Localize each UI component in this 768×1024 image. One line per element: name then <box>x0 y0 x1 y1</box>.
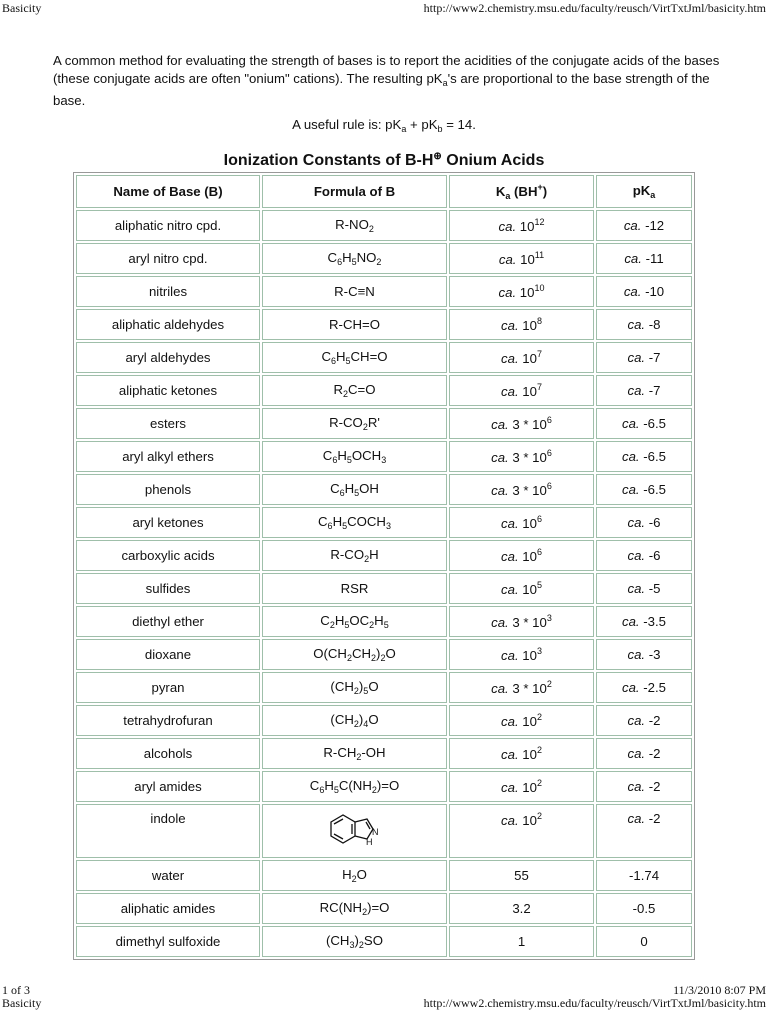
cell-base-name: aliphatic ketones <box>76 375 260 406</box>
col-header-formula: Formula of B <box>262 175 447 208</box>
cell-base-name: aryl ketones <box>76 507 260 538</box>
cell-base-name: aryl amides <box>76 771 260 802</box>
cell-ka: ca. $3 * 10^2$ <box>449 672 594 703</box>
table-row <box>76 860 692 891</box>
table-row <box>76 243 692 274</box>
cell-formula: $R_2C=O$ <box>262 375 447 406</box>
cell-formula: R-C≡N <box>262 276 447 307</box>
cell-formula: $R-CO_2H$ <box>262 540 447 571</box>
cell-ka: 3.2 <box>449 893 594 924</box>
rule-sub-b: b <box>437 124 443 134</box>
cell-pka: -0.5 <box>596 893 692 924</box>
cell-formula: $C_6H_5OH$ <box>262 474 447 505</box>
cell-formula: $(CH_2)_4O$ <box>262 705 447 736</box>
cell-formula: $C_6H_5C(NH_2)=O$ <box>262 771 447 802</box>
rule-text-2: + pK <box>406 117 438 132</box>
ka-k: K <box>495 184 506 199</box>
cell-base-name: aliphatic aldehydes <box>76 309 260 340</box>
ka-bh: (BH <box>510 184 538 199</box>
table-row <box>76 540 692 571</box>
col-header-name: Name of Base (B) <box>76 175 260 208</box>
col-header-pka <box>596 175 692 208</box>
rule-sub-a: a <box>401 124 407 134</box>
footer-page: 1 of 3 <box>2 983 30 997</box>
table-row <box>76 738 692 769</box>
table-row <box>76 672 692 703</box>
cell-ka: ca. $10^{12}$ <box>449 210 594 241</box>
cell-base-name: sulfides <box>76 573 260 604</box>
cell-ka: ca. $10^7$ <box>449 342 594 373</box>
svg-text:N: N <box>371 826 378 837</box>
cell-formula: $R-CH_2-OH$ <box>262 738 447 769</box>
cell-base-name: aryl nitro cpd. <box>76 243 260 274</box>
table-row <box>76 408 692 439</box>
intro-text-1: A common method for evaluating the strength of bases is to report the acidities of the conjugate acids of the bases (these conjugate acids are often "onium" cations). The resulting pK <box>53 53 720 86</box>
cell-ka: ca. $3 * 10^6$ <box>449 474 594 505</box>
table-title-text: Ionization Constants of B-H <box>223 152 434 169</box>
table-row <box>76 893 692 924</box>
cell-ka: ca. $3 * 10^3$ <box>449 606 594 637</box>
cell-ka: ca. $10^6$ <box>449 540 594 571</box>
intro-sub: a <box>442 78 448 88</box>
cell-formula: $C_6H_5CH=O$ <box>262 342 447 373</box>
table-row <box>76 606 692 637</box>
cell-base-name: aliphatic nitro cpd. <box>76 210 260 241</box>
cell-pka: 0 <box>596 926 692 957</box>
cell-base-name: dimethyl sulfoxide <box>76 926 260 957</box>
cell-ka: ca. $10^8$ <box>449 309 594 340</box>
cell-ka: ca. $10^2$ <box>449 804 594 858</box>
cell-base-name: dioxane <box>76 639 260 670</box>
cell-formula: $(CH_2)_5O$ <box>262 672 447 703</box>
cell-pka: ca. -6.5 <box>596 441 692 472</box>
cell-base-name: tetrahydrofuran <box>76 705 260 736</box>
cell-pka: ca. -12 <box>596 210 692 241</box>
cell-base-name: alcohols <box>76 738 260 769</box>
cell-base-name: phenols <box>76 474 260 505</box>
cell-pka: ca. -2 <box>596 804 692 858</box>
cell-pka: ca. -3 <box>596 639 692 670</box>
cell-ka: ca. $3 * 10^6$ <box>449 441 594 472</box>
cell-pka: ca. -5 <box>596 573 692 604</box>
cell-pka: -1.74 <box>596 860 692 891</box>
cell-ka: ca. $10^2$ <box>449 705 594 736</box>
cell-pka: ca. -6.5 <box>596 474 692 505</box>
table-row <box>76 639 692 670</box>
cell-ka: ca. $10^2$ <box>449 738 594 769</box>
cell-formula <box>262 804 447 858</box>
ka-close: ) <box>542 184 548 199</box>
cell-base-name: aryl aldehydes <box>76 342 260 373</box>
cell-pka: ca. -6.5 <box>596 408 692 439</box>
pka-pk: pK <box>632 183 651 198</box>
footer-title: Basicity <box>2 996 42 1010</box>
cell-ka: ca. $10^2$ <box>449 771 594 802</box>
footer-timestamp: 11/3/2010 8:07 PM <box>673 983 766 997</box>
table-row <box>76 573 692 604</box>
cell-pka: ca. -2 <box>596 771 692 802</box>
table-row <box>76 926 692 957</box>
cell-formula: $RC(NH_2)=O$ <box>262 893 447 924</box>
cell-formula: $H_2O$ <box>262 860 447 891</box>
cell-formula: R-CH=O <box>262 309 447 340</box>
cell-base-name: diethyl ether <box>76 606 260 637</box>
cell-pka: ca. -2 <box>596 738 692 769</box>
table-row <box>76 474 692 505</box>
cell-ka: 55 <box>449 860 594 891</box>
cell-formula: RSR <box>262 573 447 604</box>
table-row <box>76 705 692 736</box>
ka-sup: + <box>537 182 543 192</box>
table-body <box>76 210 692 957</box>
cell-pka: ca. -6 <box>596 540 692 571</box>
table-row <box>76 375 692 406</box>
table-row <box>76 276 692 307</box>
cell-base-name: carboxylic acids <box>76 540 260 571</box>
cell-base-name: nitriles <box>76 276 260 307</box>
cell-formula: $C_6H_5COCH_3$ <box>262 507 447 538</box>
header-url[interactable]: http://www2.chemistry.msu.edu/faculty/reusch/VirtTxtJml/basicity.htm <box>423 1 766 15</box>
cell-base-name: indole <box>76 804 260 858</box>
rule-text-3: = 14. <box>442 117 476 132</box>
cell-pka: ca. -2 <box>596 705 692 736</box>
header-title: Basicity <box>2 1 42 15</box>
table-row <box>76 771 692 802</box>
cell-ka: ca. $10^5$ <box>449 573 594 604</box>
table-row <box>76 309 692 340</box>
cell-base-name: pyran <box>76 672 260 703</box>
col-header-ka <box>449 175 594 208</box>
cell-formula: $R-CO_2R'$ <box>262 408 447 439</box>
pka-sub: a <box>650 190 656 200</box>
ka-sub: a <box>505 191 511 201</box>
cell-pka: ca. -2.5 <box>596 672 692 703</box>
cell-ka: ca. $10^{11}$ <box>449 243 594 274</box>
table-row <box>76 804 692 858</box>
cell-ka: ca. $10^3$ <box>449 639 594 670</box>
indole-structure-icon <box>325 810 385 850</box>
table-title-rest: Onium Acids <box>441 152 545 169</box>
cell-pka: ca. -6 <box>596 507 692 538</box>
table-row <box>76 210 692 241</box>
intro-text-2: 's are proportional to the base strength of the base. <box>53 71 710 108</box>
cell-formula: $(CH_3)_2SO$ <box>262 926 447 957</box>
cell-ka: 1 <box>449 926 594 957</box>
footer-url[interactable]: http://www2.chemistry.msu.edu/faculty/reusch/VirtTxtJml/basicity.htm <box>423 996 766 1010</box>
cell-pka: ca. -3.5 <box>596 606 692 637</box>
cell-base-name: aliphatic amides <box>76 893 260 924</box>
cell-pka: ca. -11 <box>596 243 692 274</box>
cell-pka: ca. -8 <box>596 309 692 340</box>
cell-pka: ca. -10 <box>596 276 692 307</box>
table-row <box>76 441 692 472</box>
useful-rule <box>0 117 768 134</box>
cell-formula: $O(CH_2CH_2)_2O$ <box>262 639 447 670</box>
cell-formula: $C_2H_5OC_2H_5$ <box>262 606 447 637</box>
cell-formula: $C_6H_5OCH_3$ <box>262 441 447 472</box>
cell-pka: ca. -7 <box>596 375 692 406</box>
ionization-constants-table <box>73 172 695 960</box>
table-title-sup: ⊕ <box>433 151 442 162</box>
table-row <box>76 342 692 373</box>
cell-base-name: esters <box>76 408 260 439</box>
intro-paragraph <box>53 52 733 110</box>
cell-formula: $R-NO_2$ <box>262 210 447 241</box>
cell-ka: ca. $10^7$ <box>449 375 594 406</box>
cell-base-name: water <box>76 860 260 891</box>
table-row <box>76 507 692 538</box>
cell-ka: ca. $3 * 10^6$ <box>449 408 594 439</box>
svg-text:H: H <box>365 836 372 847</box>
cell-base-name: aryl alkyl ethers <box>76 441 260 472</box>
cell-ka: ca. $10^{10}$ <box>449 276 594 307</box>
rule-text-1: A useful rule is: pK <box>292 117 402 132</box>
cell-formula: $C_6H_5NO_2$ <box>262 243 447 274</box>
cell-ka: ca. $10^6$ <box>449 507 594 538</box>
table-title <box>0 151 768 170</box>
cell-pka: ca. -7 <box>596 342 692 373</box>
table-header-row <box>76 175 692 208</box>
